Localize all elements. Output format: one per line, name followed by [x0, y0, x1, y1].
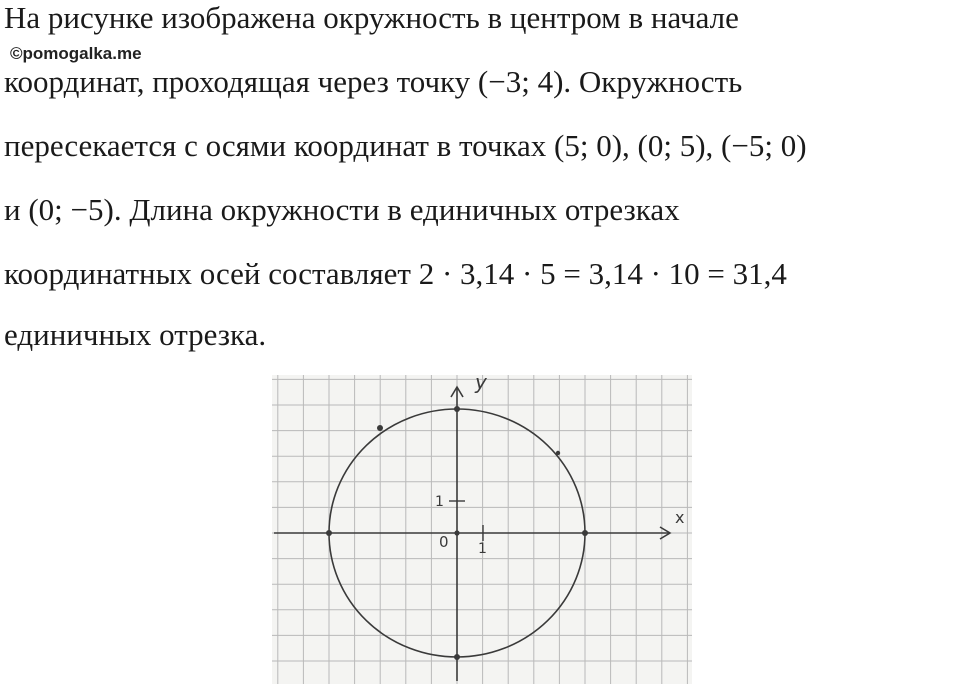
unit-x-label: 1 — [478, 541, 487, 557]
text-line-3: пересекается с осями координат в точках (5; 0), (0; 5), (−5; 0) — [4, 128, 807, 163]
point-0-minus5 — [454, 654, 460, 660]
unit-y-label: 1 — [435, 494, 444, 510]
origin-point — [454, 530, 459, 535]
watermark: ©pomogalka.me — [10, 44, 142, 63]
point-minus3-4 — [377, 425, 383, 431]
graph-paper — [272, 375, 692, 684]
point-on-circle — [556, 451, 560, 455]
point-minus5-0 — [326, 530, 332, 536]
x-axis-label: x — [675, 508, 685, 527]
text-line-1: На рисунке изображена окружность в центром в начале — [4, 0, 739, 35]
text-line-6: единичных отрезка. — [4, 317, 267, 352]
circle-figure — [272, 375, 692, 684]
point-5-0 — [582, 530, 588, 536]
y-axis-label: y — [475, 375, 487, 394]
text-line-2: координат, проходящая через точку (−3; 4). Окружность — [4, 64, 743, 99]
text-line-5: координатных осей составляет 2 · 3,14 · 5 = 3,14 · 10 = 31,4 — [4, 256, 787, 291]
graph-paper-drawing — [272, 375, 692, 684]
origin-label: 0 — [439, 533, 449, 551]
point-0-5 — [454, 406, 460, 412]
text-line-4: и (0; −5). Длина окружности в единичных отрезках — [4, 192, 680, 227]
